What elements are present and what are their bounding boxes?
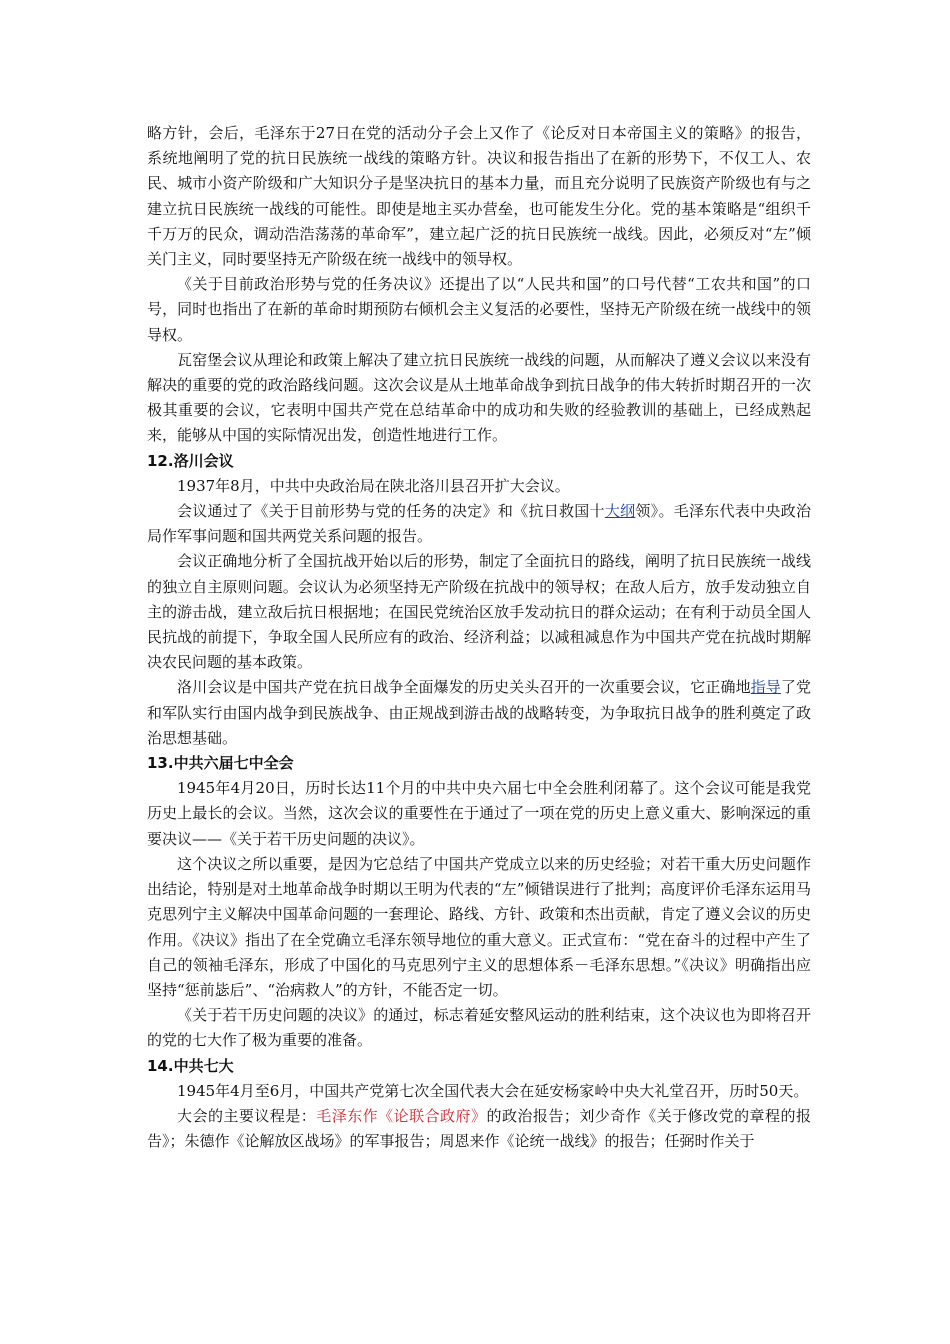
- text-run: 了党和军队实行由国内战争到民族战争、由正规战到游击战的战略转变，为争取抗日战争的胜利奠定了政治思想基础。: [147, 678, 811, 747]
- section-heading-14: 14.中共七大: [147, 1056, 234, 1075]
- paragraph: 略方针，会后，毛泽东于27日在党的活动分子会上又作了《论反对日本帝国主义的策略》的报告，系统地阐明了党的抗日民族统一战线的策略方针。决议和报告指出了在新的形势下，不仅工人、农民、城市小资产阶级和广大知识分子是坚决抗日的基本力量，而且充分说明了民族资产阶级也有与之建立抗日民族统一战线的可能性。即使是地主买办营垒，也可能发生分化。党的基本策略是“组织千千万万的民众，调动浩浩荡荡的革命军”，建立起广泛的抗日民族统一战线。因此，必须反对“左”倾关门主义，同时要坚持无产阶级在统一战线中的领导权。: [147, 124, 811, 269]
- text-run: 大会的主要议程是：: [177, 1106, 317, 1125]
- text-run: 领》。毛泽东代表中央政治局作军事问题和国共两党关系问题的报告。: [147, 502, 811, 546]
- paragraph: 《关于若干历史问题的决议》的通过，标志着延安整风运动的胜利结束，这个决议也为即将召开的党的七大作了极为重要的准备。: [147, 1006, 811, 1050]
- paragraph: 瓦窑堡会议从理论和政策上解决了建立抗日民族统一战线的问题，从而解决了遵义会议以来没有解决的重要的党的政治路线问题。这次会议是从土地革命战争到抗日战争的伟大转折时期召开的一次极其重要的会议，它表明中国共产党在总结革命中的成功和失败的经验教训的基础上，已经成熟起来，能够从中国的实际情况出发，创造性地进行工作。: [147, 350, 811, 445]
- section-heading-13: 13.中共六届七中全会: [147, 754, 294, 773]
- paragraph: 会议正确地分析了全国抗战开始以后的形势，制定了全面抗日的路线，阐明了抗日民族统一战线的独立自主原则问题。会议认为必须坚持无产阶级在抗战中的领导权；在敌人后方，放手发动独立自主的游击战，建立敌后抗日根据地；在国民党统治区放手发动抗日的群众运动；在有利于动员全国人民抗战的前提下，争取全国人民所应有的政治、经济利益；以减租减息作为中国共产党在抗战时期解决农民问题的基本政策。: [147, 552, 811, 672]
- paragraph: [147, 675, 811, 751]
- highlighted-text: 毛泽东作《论联合政府》: [316, 1106, 487, 1125]
- paragraph: 1945年4月至6月，中国共产党第七次全国代表大会在延安杨家岭中央大礼堂召开，历时50天。: [177, 1081, 809, 1100]
- paragraph: 这个决议之所以重要，是因为它总结了中国共产党成立以来的历史经验；对若干重大历史问题作出结论，特别是对土地革命战争时期以王明为代表的“左”倾错误进行了批判；高度评价毛泽东运用马克思列宁主义解决中国革命问题的一套理论、路线、方针、政策和杰出贡献，肯定了遵义会议的历史作用。《决议》指出了在全党确立毛泽东领导地位的重大意义。正式宣布：“党在奋斗的过程中产生了自己的领袖毛泽东，形成了中国化的马克思列宁主义的思想体系－毛泽东思想。”《决议》明确指出应坚持“惩前毖后”、“治病救人”的方针，不能否定一切。: [147, 854, 811, 999]
- hyperlink-zhidao[interactable]: 指导: [750, 678, 781, 697]
- paragraph: 《关于目前政治形势与党的任务决议》还提出了以“人民共和国”的口号代替“工农共和国”的口号，同时也指出了在新的革命时期预防右倾机会主义复活的必要性，坚持无产阶级在统一战线中的领导权。: [147, 275, 811, 344]
- paragraph: 1945年4月20日，历时长达11个月的中共中央六届七中全会胜利闭幕了。这个会议可能是我党历史上最长的会议。当然，这次会议的重要性在于通过了一项在党的历史上意义重大、影响深远的重要决议——《关于若干历史问题的决议》。: [147, 779, 811, 848]
- text-run: 会议通过了《关于目前形势与党的任务的决定》和《抗日救国十: [177, 502, 605, 521]
- text-run: 的政治报告；刘少奇作《关于修改党的章程的报告》；朱德作《论解放区战场》的军事报告；周恩来作《论统一战线》的报告；任弼时作关于: [147, 1106, 811, 1151]
- paragraph: [147, 499, 811, 549]
- section-heading-12: 12.洛川会议: [147, 451, 234, 470]
- paragraph: [147, 1104, 811, 1154]
- document-page: [147, 121, 811, 1154]
- paragraph: 1937年8月，中共中央政治局在陕北洛川县召开扩大会议。: [177, 476, 570, 495]
- text-run: 洛川会议是中国共产党在抗日战争全面爆发的历史关头召开的一次重要会议，它正确地: [177, 678, 751, 697]
- hyperlink-dagang[interactable]: 大纲: [604, 502, 636, 521]
